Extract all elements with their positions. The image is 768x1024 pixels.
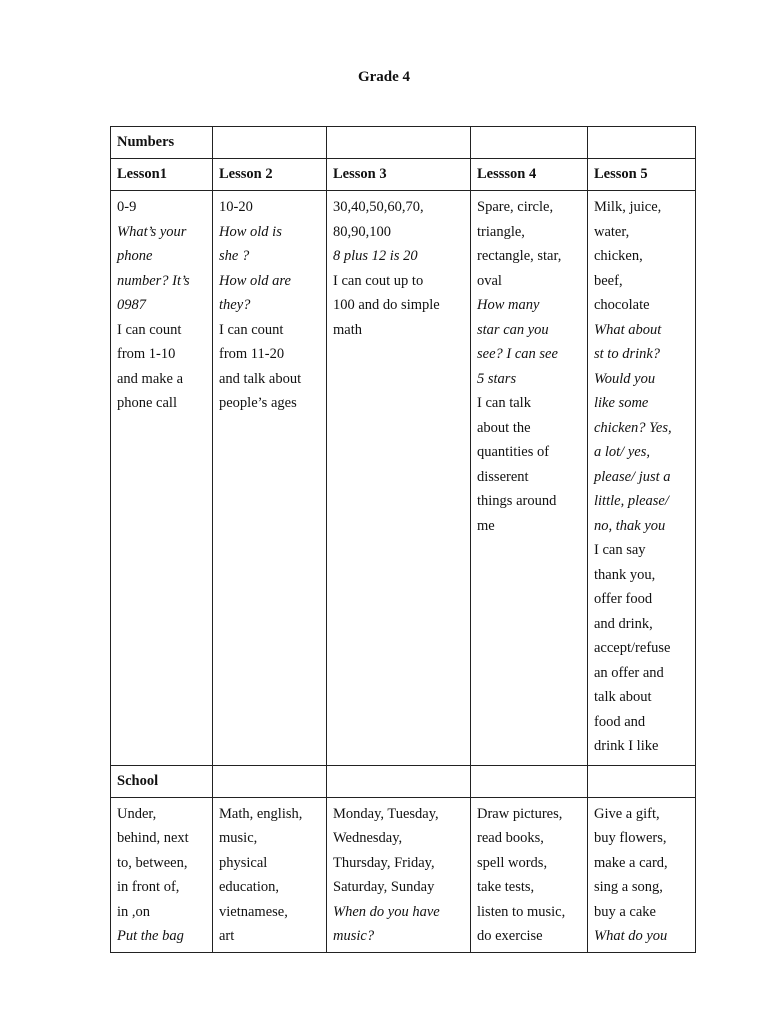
school-lesson-3-cell (327, 797, 471, 952)
cell-line: I can cout up to (333, 272, 424, 289)
cell-line: Would you (594, 370, 656, 387)
cell-line: How old is (219, 223, 282, 240)
cell-line: 8 plus 12 is 20 (333, 248, 418, 264)
cell-line: 5 stars (477, 370, 517, 387)
cell-line: math (333, 321, 362, 338)
cell-line: beef, (594, 272, 623, 289)
cell-line: spell words, (477, 854, 548, 871)
empty-cell (471, 765, 588, 797)
cell-line: 30,40,50,60,70, (333, 199, 424, 215)
empty-cell (213, 765, 327, 797)
header-row (111, 159, 696, 191)
cell-line: phone (117, 248, 153, 264)
cell-line: 0-9 (117, 199, 137, 215)
lesson-table (110, 126, 696, 953)
cell-line: behind, next (117, 830, 189, 846)
school-content-row (111, 797, 696, 952)
cell-line: number? It’s (117, 272, 190, 289)
empty-cell (213, 127, 327, 159)
numbers-content-row (111, 191, 696, 766)
cell-line: an offer and (594, 664, 664, 681)
cell-line: buy flowers, (594, 830, 667, 846)
cell-line: education, (219, 879, 279, 895)
cell-line: chicken? Yes, (594, 419, 672, 436)
school-lesson-5-cell (588, 797, 696, 952)
cell-line: Spare, circle, (477, 199, 554, 215)
cell-line: and drink, (594, 615, 653, 632)
cell-line: Wednesday, (333, 830, 403, 846)
section-row-numbers (111, 127, 696, 159)
cell-line: physical (219, 854, 268, 871)
cell-line: take tests, (477, 879, 535, 895)
cell-line: star can you (477, 321, 549, 338)
cell-line: phone call (117, 395, 177, 411)
numbers-lesson-5-cell (588, 191, 696, 766)
cell-line: music? (333, 928, 375, 944)
header-lesson-1: Lesson1 (111, 159, 213, 191)
cell-line: water, (594, 223, 630, 240)
header-lesson-5: Lesson 5 (588, 159, 696, 191)
cell-line: Under, (117, 805, 157, 822)
cell-line: buy a cake (594, 903, 656, 920)
section-label-school: School (111, 765, 213, 797)
cell-line: 100 and do simple (333, 297, 440, 313)
cell-line: drink I like (594, 738, 659, 754)
cell-line: Give a gift, (594, 805, 660, 822)
cell-line: When do you have (333, 903, 440, 920)
cell-line: people’s ages (219, 395, 297, 411)
cell-line: vietnamese, (219, 903, 288, 920)
cell-line: from 11-20 (219, 346, 285, 362)
cell-line: How many (477, 297, 540, 313)
cell-line: Saturday, Sunday (333, 879, 435, 895)
cell-line: Put the bag (117, 928, 184, 944)
cell-line: food and (594, 713, 646, 730)
cell-line: Thursday, Friday, (333, 854, 435, 871)
cell-line: What about (594, 321, 662, 338)
cell-line: and make a (117, 370, 184, 387)
cell-line: thank you, (594, 566, 656, 583)
school-lesson-1-cell (111, 797, 213, 952)
cell-line: about the (477, 419, 531, 436)
cell-line: to, between, (117, 854, 188, 871)
cell-line: she ? (219, 248, 250, 264)
cell-line: in front of, (117, 879, 180, 895)
section-row-school (111, 765, 696, 797)
header-lesson-3: Lesson 3 (327, 159, 471, 191)
cell-line: me (477, 517, 495, 534)
cell-line: I can count (117, 321, 182, 338)
cell-line: see? I can see (477, 346, 558, 362)
cell-line: Milk, juice, (594, 199, 662, 215)
cell-line: no, thak you (594, 517, 666, 534)
cell-line: triangle, (477, 223, 525, 240)
numbers-lesson-3-cell (327, 191, 471, 766)
cell-line: sing a song, (594, 879, 663, 895)
cell-line: 80,90,100 (333, 223, 391, 240)
cell-line: What’s your (117, 223, 187, 240)
cell-line: art (219, 928, 235, 944)
numbers-lesson-2-cell (213, 191, 327, 766)
cell-line: like some (594, 395, 649, 411)
empty-cell (588, 127, 696, 159)
cell-line: music, (219, 830, 258, 846)
cell-line: listen to music, (477, 903, 566, 920)
school-lesson-2-cell (213, 797, 327, 952)
cell-line: st to drink? (594, 346, 661, 362)
cell-line: from 1-10 (117, 346, 176, 362)
empty-cell (471, 127, 588, 159)
cell-line: in ,on (117, 903, 151, 920)
cell-line: I can count (219, 321, 284, 338)
cell-line: please/ just a (594, 468, 671, 485)
cell-line: Draw pictures, (477, 805, 563, 822)
cell-line: What do you (594, 928, 668, 944)
cell-line: little, please/ (594, 493, 669, 509)
cell-line: chocolate (594, 297, 650, 313)
cell-line: chicken, (594, 248, 643, 264)
cell-line: How old are (219, 272, 291, 289)
cell-line: disserent (477, 468, 529, 485)
empty-cell (327, 765, 471, 797)
cell-line: accept/refuse (594, 640, 671, 656)
cell-line: rectangle, star, (477, 248, 562, 264)
cell-line: 10-20 (219, 199, 253, 215)
cell-line: read books, (477, 830, 544, 846)
empty-cell (327, 127, 471, 159)
empty-cell (588, 765, 696, 797)
cell-line: offer food (594, 591, 653, 607)
numbers-lesson-1-cell (111, 191, 213, 766)
cell-line: Monday, Tuesday, (333, 805, 439, 822)
school-lesson-4-cell (471, 797, 588, 952)
cell-line: quantities of (477, 444, 550, 460)
numbers-lesson-4-cell (471, 191, 588, 766)
cell-line: talk about (594, 689, 652, 705)
page-title: Grade 4 (357, 69, 411, 85)
cell-line: do exercise (477, 928, 543, 944)
cell-line: I can say (594, 542, 646, 558)
section-label-numbers: Numbers (111, 127, 213, 159)
cell-line: things around (477, 493, 557, 509)
cell-line: a lot/ yes, (594, 444, 650, 460)
cell-line: make a card, (594, 854, 668, 871)
cell-line: and talk about (219, 370, 302, 387)
cell-line: they? (219, 297, 251, 313)
cell-line: I can talk (477, 395, 531, 411)
cell-line: 0987 (117, 297, 146, 313)
cell-line: oval (477, 272, 502, 289)
header-lesson-4: Lessson 4 (471, 159, 588, 191)
header-lesson-2: Lesson 2 (213, 159, 327, 191)
cell-line: Math, english, (219, 805, 303, 822)
